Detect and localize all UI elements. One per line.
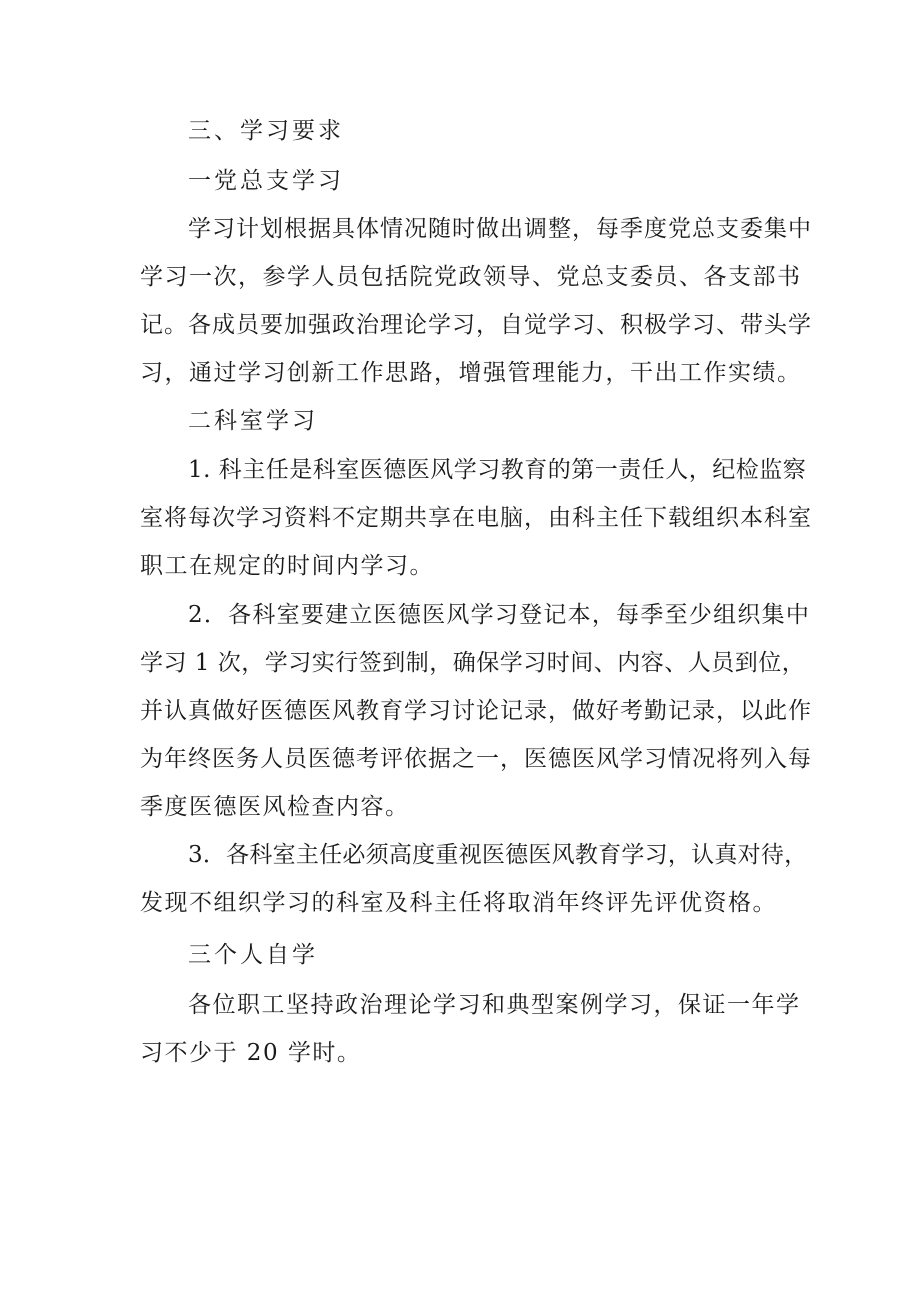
list-item-line: 为年终医务人员医德考评依据之一，医德医风学习情况将列入每: [140, 746, 812, 772]
list-item-line: 3．各科室主任必须高度重视医德医风教育学习，认真对待，: [188, 842, 808, 868]
paragraph-line: 各位职工坚持政治理论学习和典型案例学习，保证一年学: [188, 992, 801, 1018]
list-item-line: 季度医德医风检查内容。: [140, 794, 410, 820]
paragraph-line: 习，通过学习创新工作思路，增强管理能力，干出工作实绩。: [140, 360, 802, 386]
list-item-line: 1. 科主任是科室医德医风学习教育的第一责任人，纪检监察: [188, 457, 807, 483]
paragraph-line: 学习一次，参学人员包括院党政领导、党总支委员、各支部书: [140, 264, 802, 290]
paragraph-line: 学习计划根据具体情况随时做出调整，每季度党总支委集中: [188, 216, 812, 242]
subsection-heading-party: 一党总支学习: [188, 168, 344, 194]
subsection-heading-department: 二科室学习: [188, 408, 318, 434]
list-item-line: 室将每次学习资料不定期共享在电脑，由科主任下载组织本科室: [140, 505, 812, 531]
subsection-heading-self-study: 三个人自学: [188, 942, 318, 968]
list-item-line: 并认真做好医德医风教育学习讨论记录，做好考勤记录，以此作: [140, 698, 812, 724]
paragraph-line: 记。各成员要加强政治理论学习，自觉学习、积极学习、带头学: [140, 312, 812, 338]
list-item-line: 学习 1 次，学习实行签到制，确保学习时间、内容、人员到位，: [140, 650, 806, 676]
list-item-line: 发现不组织学习的科室及科主任将取消年终评先评优资格。: [140, 890, 777, 916]
paragraph-line: 习不少于 20 学时。: [140, 1040, 362, 1066]
section-heading: 三、学习要求: [188, 118, 344, 144]
list-item-line: 职工在规定的时间内学习。: [140, 553, 434, 579]
list-item-line: 2．各科室要建立医德医风学习登记本，每季至少组织集中: [188, 602, 811, 628]
